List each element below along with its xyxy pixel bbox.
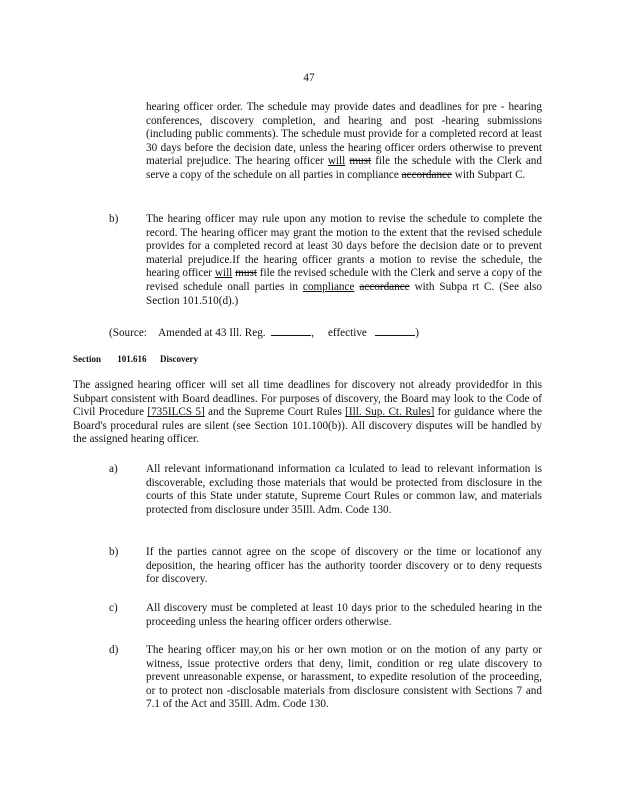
deleted-text: accordance <box>401 168 452 181</box>
deleted-text: accordance <box>359 280 410 293</box>
list-item: All relevant informationand information ca lculated to lead to relevant information is discoverable, excluding those materials that would be protected from disclosure in the courts of this State under statute, Supreme Court Rules or common law, and materials protected from disclosure under 35Ill. Adm. Code 130. <box>146 463 542 516</box>
list-item: If the parties cannot agree on the scope of discovery or the time or locationof any deposition, the hearing officer has the authority toorder discovery or to deny requests for discovery. <box>146 546 542 586</box>
list-marker: b) <box>109 213 119 225</box>
page-number: 47 <box>303 72 315 84</box>
list-marker: a) <box>109 463 118 475</box>
deleted-text: must <box>235 267 257 280</box>
section-heading: Section 101.616 Discovery <box>73 354 198 364</box>
list-item: All discovery must be completed at least 10 days prior to the scheduled hearing in the proceeding unless the hearing officer orders otherwise. <box>146 602 542 628</box>
blank-line <box>375 325 415 336</box>
blank-line <box>271 325 311 336</box>
list-marker: c) <box>109 602 118 614</box>
source-note: (Source: Amended at 43 Ill. Reg. , effective ) <box>109 327 420 339</box>
list-marker: d) <box>109 644 119 656</box>
revise-schedule-paragraph: The hearing officer may rule upon any motion to revise the schedule to complete the record. The hearing officer may grant the motion to the extent that the revised schedule provides for a completed record at least 30 days before the decision date or to prevent material prejudice.If the hearing officer grants a motion to revise the schedule, the hearing officer will must file the revised schedule with the Clerk and serve a copy of the revised schedule onall parties in compliance accordance with Subpa rt C. (See also Section 101.510(d).) <box>146 213 543 307</box>
citation: [735ILCS 5] <box>147 406 205 419</box>
inserted-text: compliance <box>302 280 355 293</box>
inserted-text: will <box>214 267 233 280</box>
discovery-intro-paragraph: The assigned hearing officer will set all time deadlines for discovery not already providedfor in this Subpart consistent with Board deadlines. For purposes of discovery, the Board may look to the Code of Civil Procedure [735ILCS 5] and the Supreme Court Rules [Ill. Sup. Ct. Rules] for guidance where the Board's procedural rules are silent (see Section 101.100(b)). All discovery disputes will be handled by the assigned hearing officer. <box>73 379 543 446</box>
citation: [Ill. Sup. Ct. Rules] <box>345 406 435 419</box>
list-marker: b) <box>109 546 119 558</box>
inserted-text: will <box>327 155 346 168</box>
schedule-paragraph: hearing officer order. The schedule may provide dates and deadlines for pre - hearing conferences, discovery completion, and hearing and post -hearing submissions (including public comments). The schedule must provide for a completed record at least 30 days before the decision date, unless the hearing officer orders otherwise to prevent material prejudice. The hearing officer will must file the schedule with the Clerk and serve a copy of the schedule on all parties in compliance accordance with Subpart C. <box>146 101 542 181</box>
deleted-text: must <box>349 155 372 168</box>
list-item: The hearing officer may,on his or her own motion or on the motion of any party or witness, issue protective orders that deny, limit, condition or reg ulate discovery to prevent unreasonable expense, or harassment, to expedite resolution of the proceeding, or to protect non -disclosable materials from disclosure consistent with Sections 7 and 7.1 of the Act and 35Ill. Adm. Code 130. <box>146 644 542 711</box>
